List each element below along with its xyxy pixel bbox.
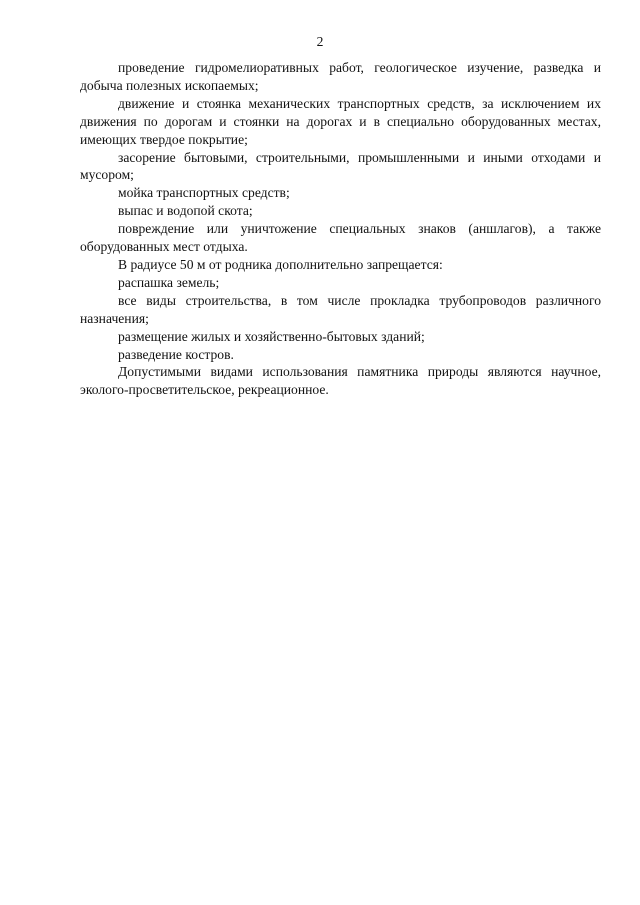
paragraph-plowing: распашка земель; [118, 274, 220, 290]
paragraph-buildings: размещение жилых и хозяйственно-бытовых зданий; [118, 328, 425, 344]
paragraph-sign-damage: повреждение или уничтожение специальных знаков (аншлагов), а также оборудованных мест отдыха. [80, 221, 601, 255]
paragraph-bonfires: разведение костров. [118, 346, 234, 362]
document-body [80, 59, 601, 399]
paragraph-radius-restriction: В радиусе 50 м от родника дополнительно запрещается: [118, 256, 443, 272]
paragraph-hydro-works: проведение гидромелиоративных работ, геологическое изучение, разведка и добыча полезных ископаемых; [80, 60, 601, 93]
paragraph-littering: засорение бытовыми, строительными, промышленными и иными отходами и мусором; [80, 149, 601, 183]
paragraph-vehicle-movement: движение и стоянка механических транспортных средств, за исключением их движения по дорогам и стоянки на дорогах и в специально оборудованных местах, имеющих твердое покрытие; [80, 95, 601, 147]
paragraph-vehicle-washing: мойка транспортных средств; [118, 185, 290, 201]
paragraph-grazing: выпас и водопой скота; [118, 203, 253, 219]
page-number: 2 [316, 34, 324, 49]
paragraph-construction: все виды строительства, в том числе прокладка трубопроводов различного назначения; [80, 292, 601, 326]
paragraph-permitted-uses: Допустимыми видами использования памятника природы являются научное, эколого-просветительское, рекреационное. [80, 364, 601, 398]
